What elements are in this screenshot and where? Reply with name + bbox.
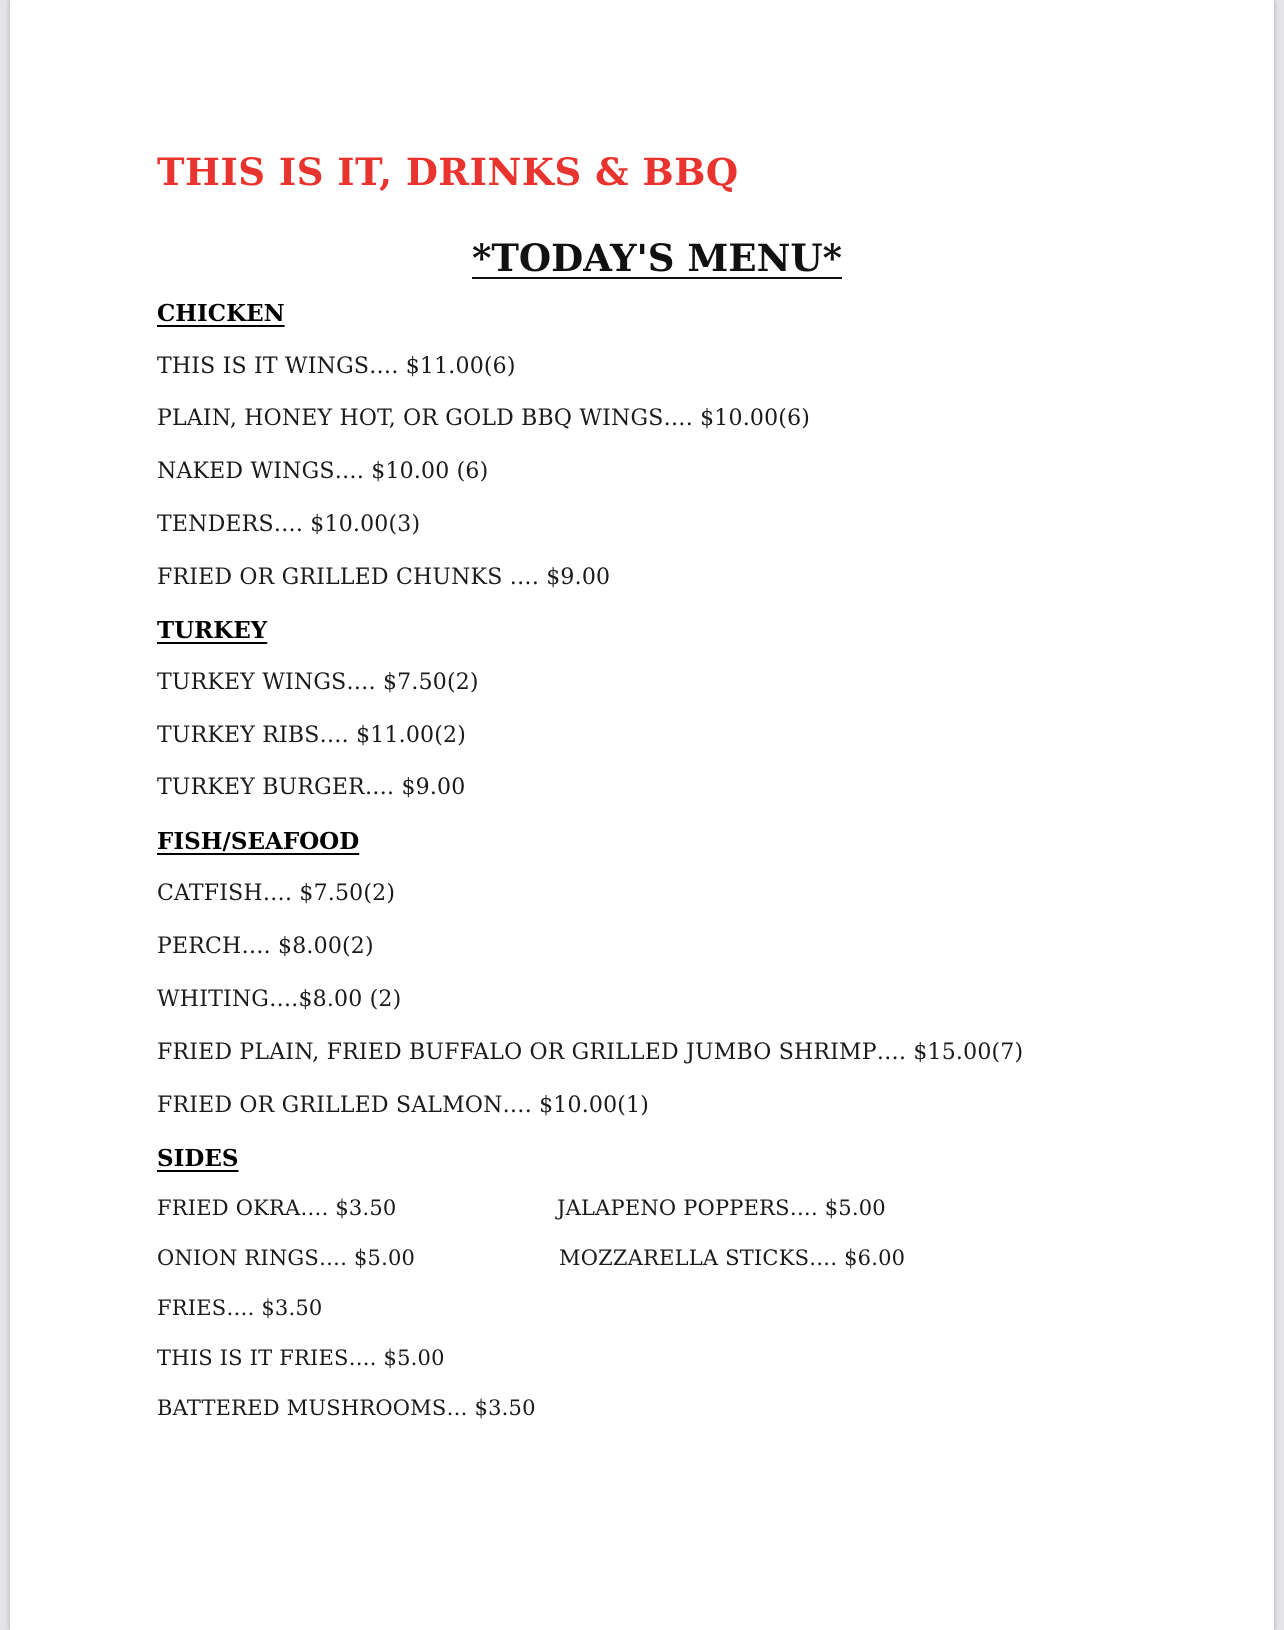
menu-item: BATTERED MUSHROOMS… $3.50 [157,1396,536,1420]
menu-item: TURKEY WINGS…. $7.50(2) [157,670,479,695]
menu-item: TENDERS…. $10.00(3) [157,512,421,537]
section-heading-chicken: CHICKEN [157,300,285,327]
menu-page [10,0,1274,1630]
menu-item: THIS IS IT WINGS…. $11.00(6) [157,354,516,379]
menu-heading: *TODAY'S MENU* [472,236,842,280]
menu-item: ONION RINGS…. $5.00 [157,1246,416,1270]
menu-item: CATFISH…. $7.50(2) [157,881,396,906]
menu-item: PERCH…. $8.00(2) [157,934,374,959]
menu-item: PLAIN, HONEY HOT, OR GOLD BBQ WINGS…. $10.00(6) [157,406,811,431]
restaurant-title: THIS IS IT, DRINKS & BBQ [157,150,739,194]
menu-item: MOZZARELLA STICKS…. $6.00 [559,1246,906,1270]
menu-item: WHITING….$8.00 (2) [157,987,402,1012]
menu-item: FRIED PLAIN, FRIED BUFFALO OR GRILLED JUMBO SHRIMP…. $15.00(7) [157,1040,1024,1065]
section-heading-fish-seafood: FISH/SEAFOOD [157,828,360,855]
menu-item: THIS IS IT FRIES…. $5.00 [157,1346,445,1370]
section-heading-sides: SIDES [157,1145,239,1172]
menu-item: TURKEY RIBS…. $11.00(2) [157,723,467,748]
section-heading-turkey: TURKEY [157,617,268,644]
menu-item: FRIED OR GRILLED CHUNKS …. $9.00 [157,565,611,590]
menu-item: FRIED OR GRILLED SALMON…. $10.00(1) [157,1093,650,1118]
menu-item: FRIES…. $3.50 [157,1296,323,1320]
menu-item: FRIED OKRA…. $3.50 [157,1196,397,1220]
menu-item: JALAPENO POPPERS…. $5.00 [557,1196,886,1220]
menu-item: TURKEY BURGER…. $9.00 [157,775,466,800]
menu-item: NAKED WINGS…. $10.00 (6) [157,459,489,484]
